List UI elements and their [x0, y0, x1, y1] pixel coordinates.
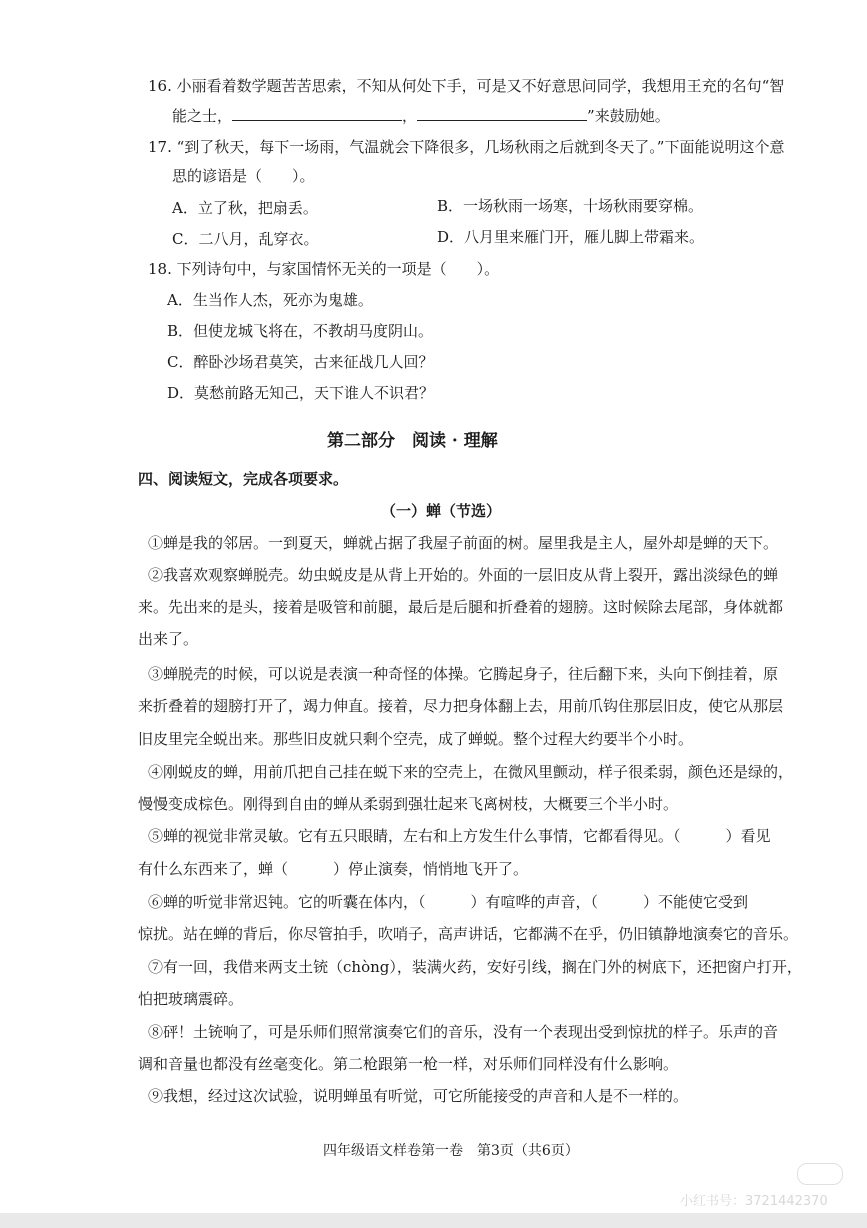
q17-option-d[interactable]: D．八月里来雁门开，雁儿脚上带霜来。 [437, 228, 705, 246]
part2-title: 第二部分 阅读 · 理解 [327, 431, 498, 451]
passage-line: 旧皮里完全蜕出来。那些旧皮就只剩个空壳，成了蝉蜕。整个过程大约要半个小时。 [138, 730, 694, 748]
passage-line: 怕把玻璃震碎。 [138, 990, 244, 1008]
passage-line: ⑤蝉的视觉非常灵敏。它有五只眼睛，左右和上方发生什么事情，它都看得见。（ ）看见 [148, 827, 771, 845]
q18-option-a[interactable]: A．生当作人杰，死亦为鬼雄。 [167, 291, 373, 309]
q17-option-a[interactable]: A．立了秋，把扇丢。 [172, 199, 318, 217]
passage-line: 惊扰。站在蝉的背后，你尽管拍手，吹哨子，高声讲话，它都满不在乎，仍旧镇静地演奏它的音乐。 [138, 925, 799, 943]
page-footer: 四年级语文样卷第一卷 第3页（共6页） [323, 1143, 579, 1159]
q16-blank-1[interactable] [232, 106, 402, 121]
passage-line: 出来了。 [138, 630, 199, 648]
q16-line1: 16. 小丽看着数学题苦苦思索，不知从何处下手，可是又不好意思问同学，我想用王充的名句“智 [148, 77, 785, 95]
q18-option-b[interactable]: B．但使龙城飞将在，不教胡马度阴山。 [167, 322, 434, 340]
passage-line: ⑨我想，经过这次试验，说明蝉虽有听觉，可它所能接受的声音和人是不一样的。 [148, 1087, 689, 1105]
passage-line: ①蝉是我的邻居。一到夏天，蝉就占据了我屋子前面的树。屋里我是主人，屋外却是蝉的天下。 [148, 534, 779, 552]
q16-line2 [172, 106, 670, 126]
q18-option-d[interactable]: D．莫愁前路无知己，天下谁人不识君？ [167, 384, 435, 402]
q17-option-b[interactable]: B．一场秋雨一场寒，十场秋雨要穿棉。 [437, 197, 704, 215]
passage-line: ②我喜欢观察蝉脱壳。幼虫蜕皮是从背上开始的。外面的一层旧皮从背上裂开，露出淡绿色的蝉 [148, 566, 779, 584]
passage-line: ⑧砰！土铳响了，可是乐师们照常演奏它们的音乐，没有一个表现出受到惊扰的样子。乐声的音 [148, 1023, 779, 1041]
passage-line: ⑦有一回，我借来两支土铳（chòng），装满火药，安好引线，搁在门外的树底下，还把窗户打开， [148, 958, 802, 976]
q16-line2-end: ”来鼓励她。 [587, 107, 670, 125]
passage-line: 来。先出来的是头，接着是吸管和前腿，最后是后腿和折叠着的翅膀。这时候除去尾部，身体就都 [138, 598, 784, 616]
watermark-text: 小红书号：3721442370 [680, 1194, 828, 1209]
q17-line1: 17. “到了秋天，每下一场雨，气温就会下降很多，几场秋雨之后就到冬天了。”下面能说明这个意 [148, 138, 785, 156]
q16-line2-mid: ， [402, 107, 418, 125]
bottom-edge-strip [0, 1213, 867, 1228]
passage-line: ⑥蝉的听觉非常迟钝。它的听囊在体内，（ ）有喧哗的声音，（ ）不能使它受到 [148, 893, 749, 911]
q18-option-c[interactable]: C．醉卧沙场君莫笑，古来征战几人回？ [167, 353, 434, 371]
passage-line: 慢慢变成棕色。刚得到自由的蝉从柔弱到强壮起来飞离树枝，大概要三个半小时。 [138, 795, 679, 813]
passage-line: 调和音量也都没有丝毫变化。第二枪跟第一枪一样，对乐师们同样没有什么影响。 [138, 1055, 679, 1073]
passage-line: ③蝉脱壳的时候，可以说是表演一种奇怪的体操。它腾起身子，往后翻下来，头向下倒挂着，原 [148, 665, 779, 683]
q17-line2: 思的谚语是（ ）。 [172, 167, 315, 185]
passage-title: （一）蝉（节选） [381, 502, 502, 520]
q16-line2-start: 能之士， [172, 107, 233, 125]
q16-blank-2[interactable] [417, 106, 587, 121]
watermark-badge [797, 1163, 843, 1185]
passage-line: ④刚蜕皮的蝉，用前爪把自己挂在蜕下来的空壳上，在微风里颤动，样子很柔弱，颜色还是绿的， [148, 763, 794, 781]
passage-line: 来折叠着的翅膀打开了，竭力伸直。接着，尽力把身体翻上去，用前爪钩住那层旧皮，使它从那层 [138, 697, 784, 715]
reading-instruction: 四、阅读短文，完成各项要求。 [138, 470, 349, 488]
q18-stem: 18. 下列诗句中，与家国情怀无关的一项是（ ）。 [148, 260, 500, 278]
passage-line: 有什么东西来了，蝉（ ）停止演奏，悄悄地飞开了。 [138, 860, 529, 878]
q17-option-c[interactable]: C．二八月，乱穿衣。 [172, 230, 319, 248]
